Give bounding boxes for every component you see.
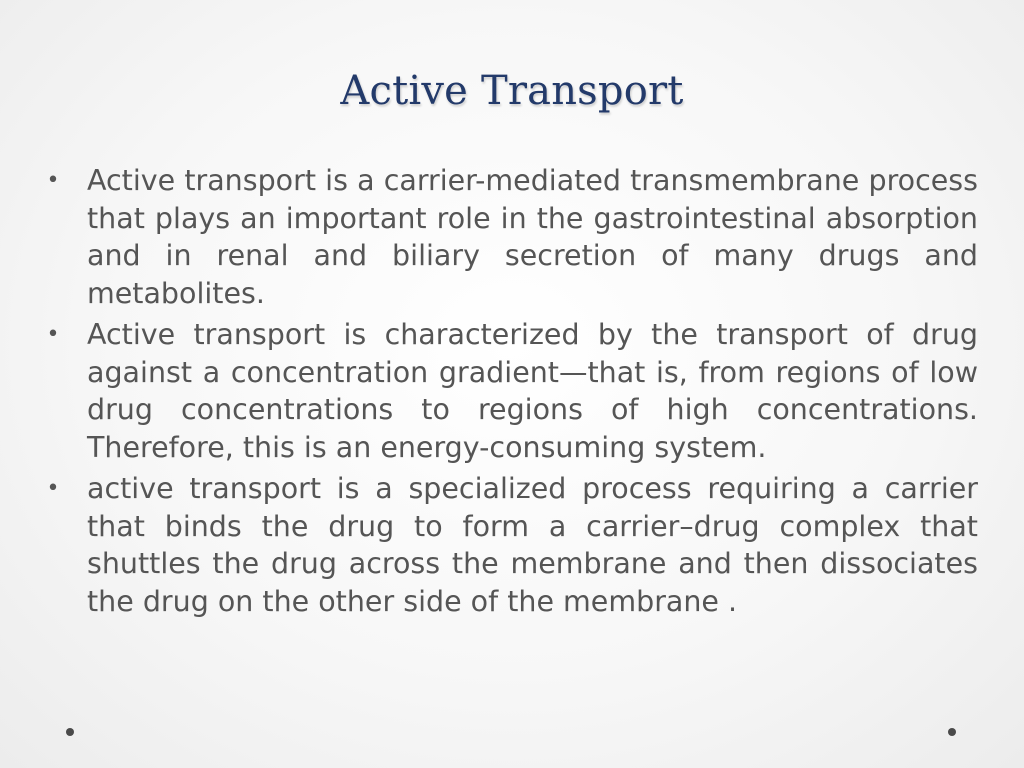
bullet-dot-icon: • <box>46 476 60 501</box>
bullet-dot-icon: • <box>46 322 60 347</box>
bullet-text: active transport is a specialized process requiring a carrier that binds the drug to form a carrier–drug complex that shuttles the drug across the membrane and then dissociates the drug on the other side of the membrane . <box>87 472 978 618</box>
decorative-dot-icon-right <box>948 728 956 736</box>
bullet-item <box>43 316 978 466</box>
bullet-text: Active transport is characterized by the transport of drug against a concentration gradient—that is, from regions of low drug concentrations to regions of high concentrations. Therefore, this is an energy-consuming system. <box>87 318 978 464</box>
bullet-list <box>43 162 978 624</box>
bullet-item <box>43 470 978 620</box>
decorative-dot-icon-left <box>66 728 74 736</box>
slide-title: Active Transport <box>340 68 684 114</box>
bullet-item <box>43 162 978 312</box>
bullet-text: Active transport is a carrier-mediated transmembrane process that plays an important role in the gastrointestinal absorption and in renal and biliary secretion of many drugs and metabolites. <box>87 164 978 310</box>
bullet-dot-icon: • <box>46 168 60 193</box>
